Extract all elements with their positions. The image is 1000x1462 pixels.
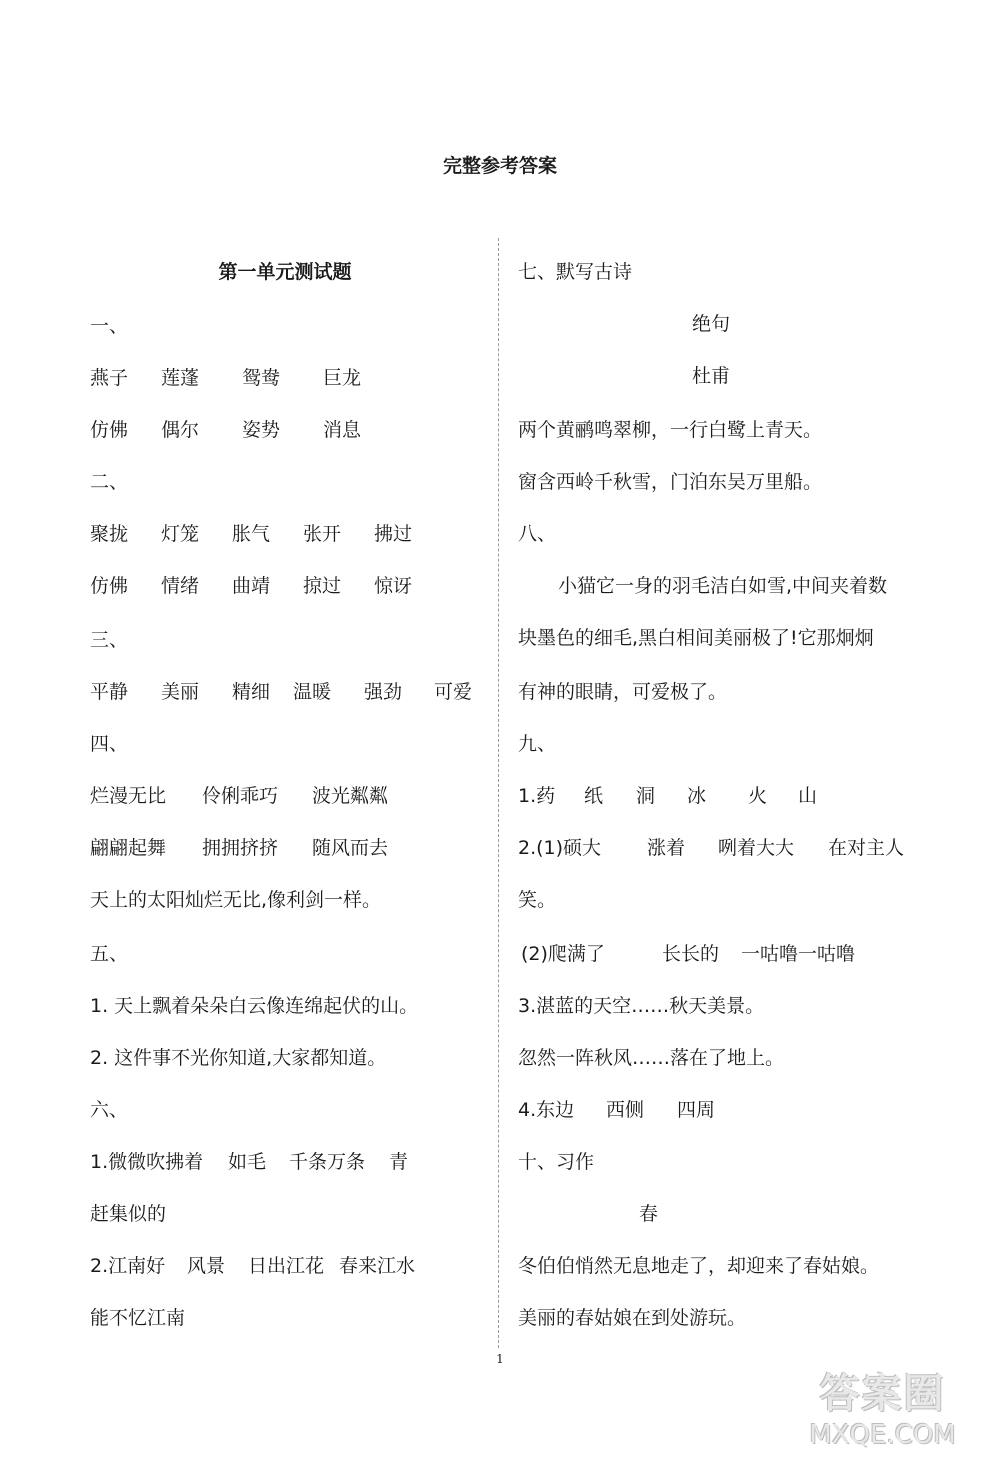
answer-word: 在对主人 — [828, 837, 905, 859]
q3-label: 三、 — [90, 629, 129, 651]
q5-item2: 2. 这件事不光你知道,大家都知道。 — [90, 1047, 387, 1069]
q6-item2 — [90, 1252, 415, 1280]
answer-word: 拥拥挤挤 — [202, 837, 279, 859]
answer-word: 拂过 — [374, 523, 413, 545]
answer-word: 翩翩起舞 — [90, 837, 167, 859]
answer-word: 风景 — [187, 1255, 226, 1277]
q2-label: 二、 — [90, 471, 129, 493]
answer-word: 精细 — [232, 681, 271, 703]
q7-label: 七、默写古诗 — [518, 261, 633, 283]
answer-word: 温暖 — [293, 681, 332, 703]
page-title: 完整参考答案 — [442, 155, 557, 177]
answer-word: 2.(1)硕大 — [518, 837, 602, 859]
q4-label: 四、 — [90, 733, 129, 755]
answer-word: 纸 — [584, 785, 604, 807]
answer-word: 长长的 — [662, 943, 720, 965]
poem-line: 两个黄鹂鸣翠柳，一行白鹭上青天。 — [518, 419, 823, 441]
answer-word: 偶尔 — [161, 419, 200, 441]
q8-text-line: 小猫它一身的羽毛洁白如雪,中间夹着数 — [558, 575, 888, 597]
q9-item2b — [521, 940, 855, 968]
q4-row1 — [90, 782, 388, 810]
answer-word: 巨龙 — [323, 367, 362, 389]
answer-word: 胀气 — [232, 523, 271, 545]
answer-word: 1.药 — [518, 785, 556, 807]
answer-word: 西侧 — [606, 1099, 645, 1121]
q6-item1-cont: 赶集似的 — [90, 1203, 167, 1225]
q2-row1 — [90, 520, 412, 548]
poem-title: 绝句 — [692, 313, 731, 335]
answer-word: 日出江花 — [248, 1255, 325, 1277]
q9-item3a: 3.湛蓝的天空……秋天美景。 — [518, 995, 765, 1017]
q9-label: 九、 — [518, 733, 557, 755]
poem-author: 杜甫 — [692, 365, 731, 387]
q9-item2-cont: 笑。 — [518, 889, 557, 911]
column-divider — [498, 238, 499, 1348]
q1-row1 — [90, 364, 361, 392]
answer-word: 燕子 — [90, 367, 129, 389]
answer-word: 千条万条 — [289, 1151, 366, 1173]
answer-word: 聚拢 — [90, 523, 129, 545]
answer-word: 强劲 — [364, 681, 403, 703]
q10-label: 十、习作 — [518, 1151, 595, 1173]
answer-word: 1.微微吹拂着 — [90, 1151, 204, 1173]
left-section-title: 第一单元测试题 — [218, 261, 352, 283]
answer-word: 烂漫无比 — [90, 785, 167, 807]
answer-word: 涨着 — [647, 837, 686, 859]
essay-line: 冬伯伯悄然无息地走了，却迎来了春姑娘。 — [518, 1255, 880, 1277]
q8-label: 八、 — [518, 523, 557, 545]
q8-text-line: 有神的眼睛，可爱极了。 — [518, 681, 728, 703]
answer-word: 消息 — [323, 419, 362, 441]
q2-row2 — [90, 572, 412, 600]
answer-word: 山 — [798, 785, 818, 807]
answer-word: 仿佛 — [90, 419, 129, 441]
answer-word: 咧着大大 — [718, 837, 795, 859]
answer-word: 冰 — [687, 785, 707, 807]
q9-item1 — [518, 782, 817, 810]
answer-word: 波光粼粼 — [312, 785, 389, 807]
q3-row1 — [90, 678, 472, 706]
answer-word: 2.江南好 — [90, 1255, 166, 1277]
answer-word: (2)爬满了 — [521, 943, 605, 965]
poem-line: 窗含西岭千秋雪，门泊东吴万里船。 — [518, 471, 823, 493]
answer-word: 情绪 — [161, 575, 200, 597]
answer-word: 灯笼 — [161, 523, 200, 545]
q5-item1: 1. 天上飘着朵朵白云像连绵起伏的山。 — [90, 995, 419, 1017]
answer-word: 仿佛 — [90, 575, 129, 597]
q1-label: 一、 — [90, 315, 129, 337]
q6-item1 — [90, 1148, 408, 1176]
answer-word: 洞 — [636, 785, 656, 807]
answer-word: 平静 — [90, 681, 129, 703]
answer-word: 莲蓬 — [161, 367, 200, 389]
answer-word: 春来江水 — [339, 1255, 416, 1277]
q8-text-line: 块墨色的细毛,黑白相间美丽极了!它那炯炯 — [518, 627, 874, 649]
answer-word: 鸳鸯 — [242, 367, 281, 389]
answer-word: 美丽 — [161, 681, 200, 703]
q1-row2 — [90, 416, 361, 444]
answer-word: 掠过 — [303, 575, 342, 597]
answer-word: 姿势 — [242, 419, 281, 441]
page-number: 1 — [496, 1352, 504, 1366]
watermark-logo — [780, 1368, 985, 1458]
q9-item4 — [518, 1096, 715, 1124]
answer-word: 可爱 — [434, 681, 473, 703]
essay-title: 春 — [639, 1203, 659, 1225]
answer-word: 4.东边 — [518, 1099, 575, 1121]
q5-label: 五、 — [90, 943, 129, 965]
q4-sentence: 天上的太阳灿烂无比,像利剑一样。 — [90, 889, 382, 911]
q6-label: 六、 — [90, 1099, 129, 1121]
answer-word: 青 — [389, 1151, 409, 1173]
answer-word: 曲靖 — [232, 575, 271, 597]
watermark-url: MXQE.COM — [809, 1420, 956, 1450]
answer-word: 惊讶 — [374, 575, 413, 597]
answer-word: 四周 — [677, 1099, 716, 1121]
q9-item2 — [518, 834, 904, 862]
q6-item2-cont: 能不忆江南 — [90, 1307, 186, 1329]
answer-word: 一咕噜一咕噜 — [741, 943, 856, 965]
answer-word: 如毛 — [228, 1151, 267, 1173]
answer-word: 伶俐乖巧 — [202, 785, 279, 807]
q9-item3b: 忽然一阵秋风……落在了地上。 — [518, 1047, 785, 1069]
answer-word: 火 — [748, 785, 768, 807]
answer-word: 随风而去 — [312, 837, 389, 859]
essay-line: 美丽的春姑娘在到处游玩。 — [518, 1307, 747, 1329]
answer-word: 张开 — [303, 523, 342, 545]
watermark-text: 答案圈 — [819, 1371, 946, 1417]
q4-row2 — [90, 834, 388, 862]
